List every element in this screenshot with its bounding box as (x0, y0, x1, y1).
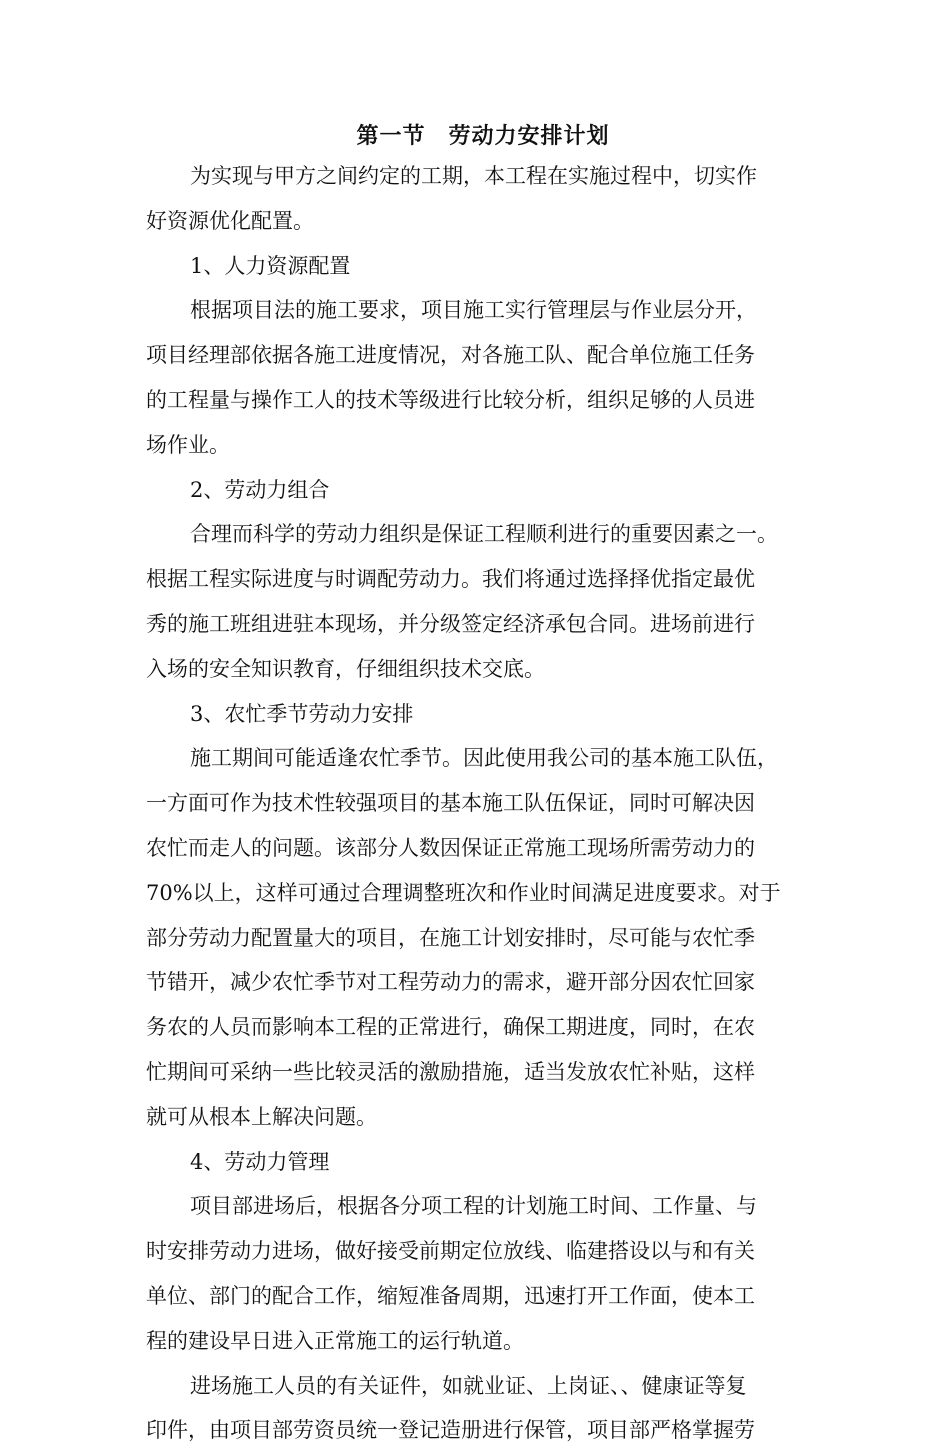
paragraph (146, 244, 810, 289)
text-line: 施工期间可能适逢农忙季节。因此使用我公司的基本施工队伍， (190, 746, 778, 771)
text-line: 项目经理部依据各施工进度情况，对各施工队、配合单位施工任务 (146, 343, 755, 368)
paragraph (146, 154, 810, 244)
section-title: 第一节 劳动力安排计划 (356, 123, 610, 149)
paragraph (146, 512, 810, 691)
text-line: 程的建设早日进入正常施工的运行轨道。 (146, 1328, 524, 1353)
text-line: 的工程量与操作工人的技术等级进行比较分析，组织足够的人员进 (146, 387, 755, 412)
text-line: 合理而科学的劳动力组织是保证工程顺利进行的重要因素之一。 (190, 522, 778, 547)
text-line: 就可从根本上解决问题。 (146, 1104, 377, 1129)
text-line: 根据项目法的施工要求，项目施工实行管理层与作业层分开， (190, 298, 757, 323)
paragraph (146, 1184, 810, 1363)
text-line: 秀的施工班组进驻本现场，并分级签定经济承包合同。进场前进行 (146, 611, 755, 636)
text-line: 农忙而走人的问题。该部分人数因保证正常施工现场所需劳动力的 (146, 835, 755, 860)
paragraph (146, 1140, 810, 1185)
text-line: 进场施工人员的有关证件，如就业证、上岗证、、健康证等复 (190, 1373, 747, 1398)
paragraph-list (146, 154, 810, 1453)
paragraph (146, 288, 810, 467)
text-line: 3、农忙季节劳动力安排 (190, 701, 414, 726)
text-line: 1、人力资源配置 (190, 253, 351, 278)
text-line: 时安排劳动力进场，做好接受前期定位放线、临建搭设以与和有关 (146, 1239, 755, 1264)
text-line: 为实现与甲方之间约定的工期，本工程在实施过程中，切实作 (190, 164, 757, 188)
text-line: 项目部进场后，根据各分项工程的计划施工时间、工作量、与 (190, 1194, 757, 1219)
text-line: 入场的安全知识教育，仔细组织技术交底。 (146, 656, 545, 681)
paragraph (146, 468, 810, 513)
text-line: 节错开，减少农忙季节对工程劳动力的需求，避开部分因农忙回家 (146, 970, 755, 995)
document-body (146, 118, 810, 1453)
paragraph (146, 692, 810, 737)
text-line: 2、劳动力组合 (190, 477, 330, 502)
text-line: 单位、部门的配合工作，缩短准备周期，迅速打开工作面，使本工 (146, 1283, 755, 1308)
text-line: 务农的人员而影响本工程的正常进行，确保工期进度，同时，在农 (146, 1015, 755, 1040)
text-line: 4、劳动力管理 (190, 1149, 330, 1174)
text-line: 一方面可作为技术性较强项目的基本施工队伍保证，同时可解决因 (146, 791, 755, 816)
text-line: 70%以上，这样可通过合理调整班次和作业时间满足进度要求。对于 (146, 880, 781, 905)
text-line: 根据工程实际进度与时调配劳动力。我们将通过选择择优指定最优 (146, 567, 755, 592)
text-line: 部分劳动力配置量大的项目，在施工计划安排时，尽可能与农忙季 (146, 925, 755, 950)
text-line: 印件，由项目部劳资员统一登记造册进行保管，项目部严格掌握劳 (146, 1418, 755, 1443)
text-line: 场作业。 (146, 432, 230, 457)
text-line: 好资源优化配置。 (146, 208, 314, 233)
paragraph (146, 736, 810, 1139)
paragraph (146, 1364, 810, 1453)
text-line: 忙期间可采纳一些比较灵活的激励措施，适当发放农忙补贴，这样 (146, 1059, 755, 1084)
